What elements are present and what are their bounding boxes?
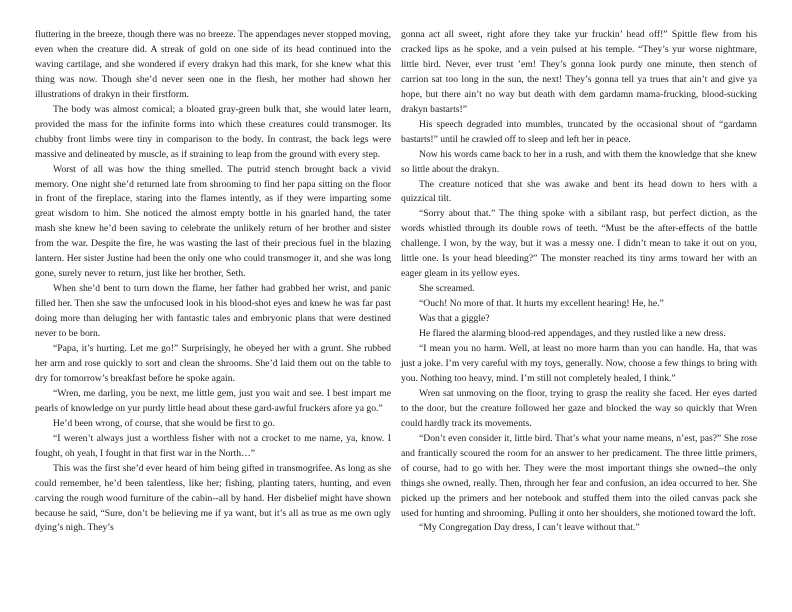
paragraph: Wren sat unmoving on the floor, trying to grasp the reality she faced. Her eyes darted to the door, but the creature followed her gaze and blocked the way so quickly that Wren could hardly track its movements.: [401, 387, 757, 429]
paragraph: “Don’t even consider it, little bird. That’s what your name means, n’est, pas?” She rose and frantically scoured the room for an answer to her predicament. The three little primers, of course, had to go with her. They were the most important things she owned--the only things she owned, really. Then, through her fear and confusion, an idea occurred to her. She picked up the primers and her notebook and stuffed them into the oiled canvas pack she used for hunting and shrooming. Pulling it onto her shoulders, she motioned toward the loft.: [401, 432, 757, 519]
paragraph: The body was almost comical; a bloated gray-green bulk that, she would later learn, provided the mass for the infinite forms into which these creatures could transmoger. Its chubby front limbs were tiny in comparison to the body. In contrast, the back legs were massive and delineated by muscle, as if straining to leap from the ground with every step.: [35, 103, 391, 160]
paragraph: “Wren, me darling, you be next, me little gem, just you wait and see. I best impart me pearls of knowledge on yur purdy little head about these gard-awful fruckers afore ya go.”: [35, 387, 391, 414]
paragraph: Now his words came back to her in a rush, and with them the knowledge that she knew so little about the drakyn.: [401, 148, 757, 175]
paragraph: gonna act all sweet, right afore they take yur fruckin’ head off!” Spittle flew from his cracked lips as he spoke, and a vein pulsed at his temple. “They’s yur worse nightmare, little bird. Never, ever trust ’em! They’s gonna look purdy one minute, then stench of carrion sat too long in the sun, the next! They’s gonna tell ya trues that ain’t and give ya hope, but there ain’t no way but death with dem gardamn mama-frucking, blood-sucking drakyn bastarts!”: [401, 29, 757, 115]
paragraph: “I weren’t always just a worthless fisher with not a crocket to me name, ya, know. I fought, oh yeah, I fought in that first war in the North…”: [35, 432, 391, 459]
right-page: [401, 28, 757, 536]
paragraph: Worst of all was how the thing smelled. The putrid stench brought back a vivid memory. One night she’d returned late from shrooming to find her papa sitting on the floor in front of the fireplace, staring into the flames intently, as if they were imparting some great wisdom to him. She noticed the almost empty bottle in his gnarled hand, the tater mash she knew he’d been saving to celebrate the unlikely return of her brother and sister from the war. Despite the fire, he was wasting the last of their precious fuel in the blazing lantern. Her sister Justine had been the only one who could transmoger it, and she was long gone, surely never to return, just like her brother, Seth.: [35, 163, 391, 280]
paragraph: His speech degraded into mumbles, truncated by the occasional shout of “gardamn bastarts!” until he crawled off to sleep and left her in peace.: [401, 118, 757, 145]
paragraph: This was the first she’d ever heard of him being gifted in transmogrifee. As long as she could remember, he’d been talentless, like her; fishing, planting taters, hunting, and even carving the rough wood furniture of the cabin--all by hand. Her disbelief might have shown because he said, “Sure, don’t be believing me if ya want, but it’s all as true as me own ugly dying’s nigh. They’s: [35, 462, 391, 534]
paragraph: When she’d bent to turn down the flame, her father had grabbed her wrist, and panic filled her. Then she saw the unfocused look in his blood-shot eyes and knew he was far past doing more than deluging her with fantastic tales and embryonic plans that were destined never to be born.: [35, 283, 391, 340]
paragraph: He’d been wrong, of course, that she would be first to go.: [53, 417, 275, 429]
paragraph: He flared the alarming blood-red appendages, and they rustled like a new dress.: [419, 328, 726, 340]
paragraph: “Papa, it’s hurting. Let me go!” Surprisingly, he obeyed her with a grunt. She rubbed her arm and rose quickly to sort and clean the shrooms. She’d laid them out on the table to dry for tomorrow’s breakfast before he spoke again.: [35, 343, 391, 384]
paragraph: “My Congregation Day dress, I can’t leave without that.”: [419, 522, 640, 534]
paragraph: “I mean you no harm. Well, at least no more harm than you can handle. Ha, that was just a joke. I’m very careful with my toys, generally. Now, choose a few things to bring with you. Nothing too heavy, mind. I’m still not completely healed, I think.”: [401, 343, 757, 384]
left-page: [35, 28, 391, 536]
paragraph: “Ouch! No more of that. It hurts my excellent hearing! He, he.”: [419, 298, 664, 310]
paragraph: The creature noticed that she was awake and bent its head down to hers with a quizzical tilt.: [401, 178, 757, 205]
paragraph: fluttering in the breeze, though there was no breeze. The appendages never stopped moving, even when the creature did. A streak of gold on one side of its head continued into the waving cartilage, and she wondered if every drakyn had this mark, for she knew what this thing was now. Though she’d never seen one in the flesh, her mother had shown her illustrations of drakyn in their firstform.: [35, 29, 391, 100]
paragraph: Was that a giggle?: [419, 313, 490, 325]
paragraph: “Sorry about that.” The thing spoke with a sibilant rasp, but perfect diction, as the words whistled through its double rows of teeth. “Must be the after-effects of the battle challenge. I won, by the way, but it was a messy one. I didn’t mean to take it out on you, little one. Is your head bleeding?” The monster reached its tiny arms toward her with an eager gleam in its yellow eyes.: [401, 208, 757, 280]
paragraph: She screamed.: [419, 283, 475, 295]
